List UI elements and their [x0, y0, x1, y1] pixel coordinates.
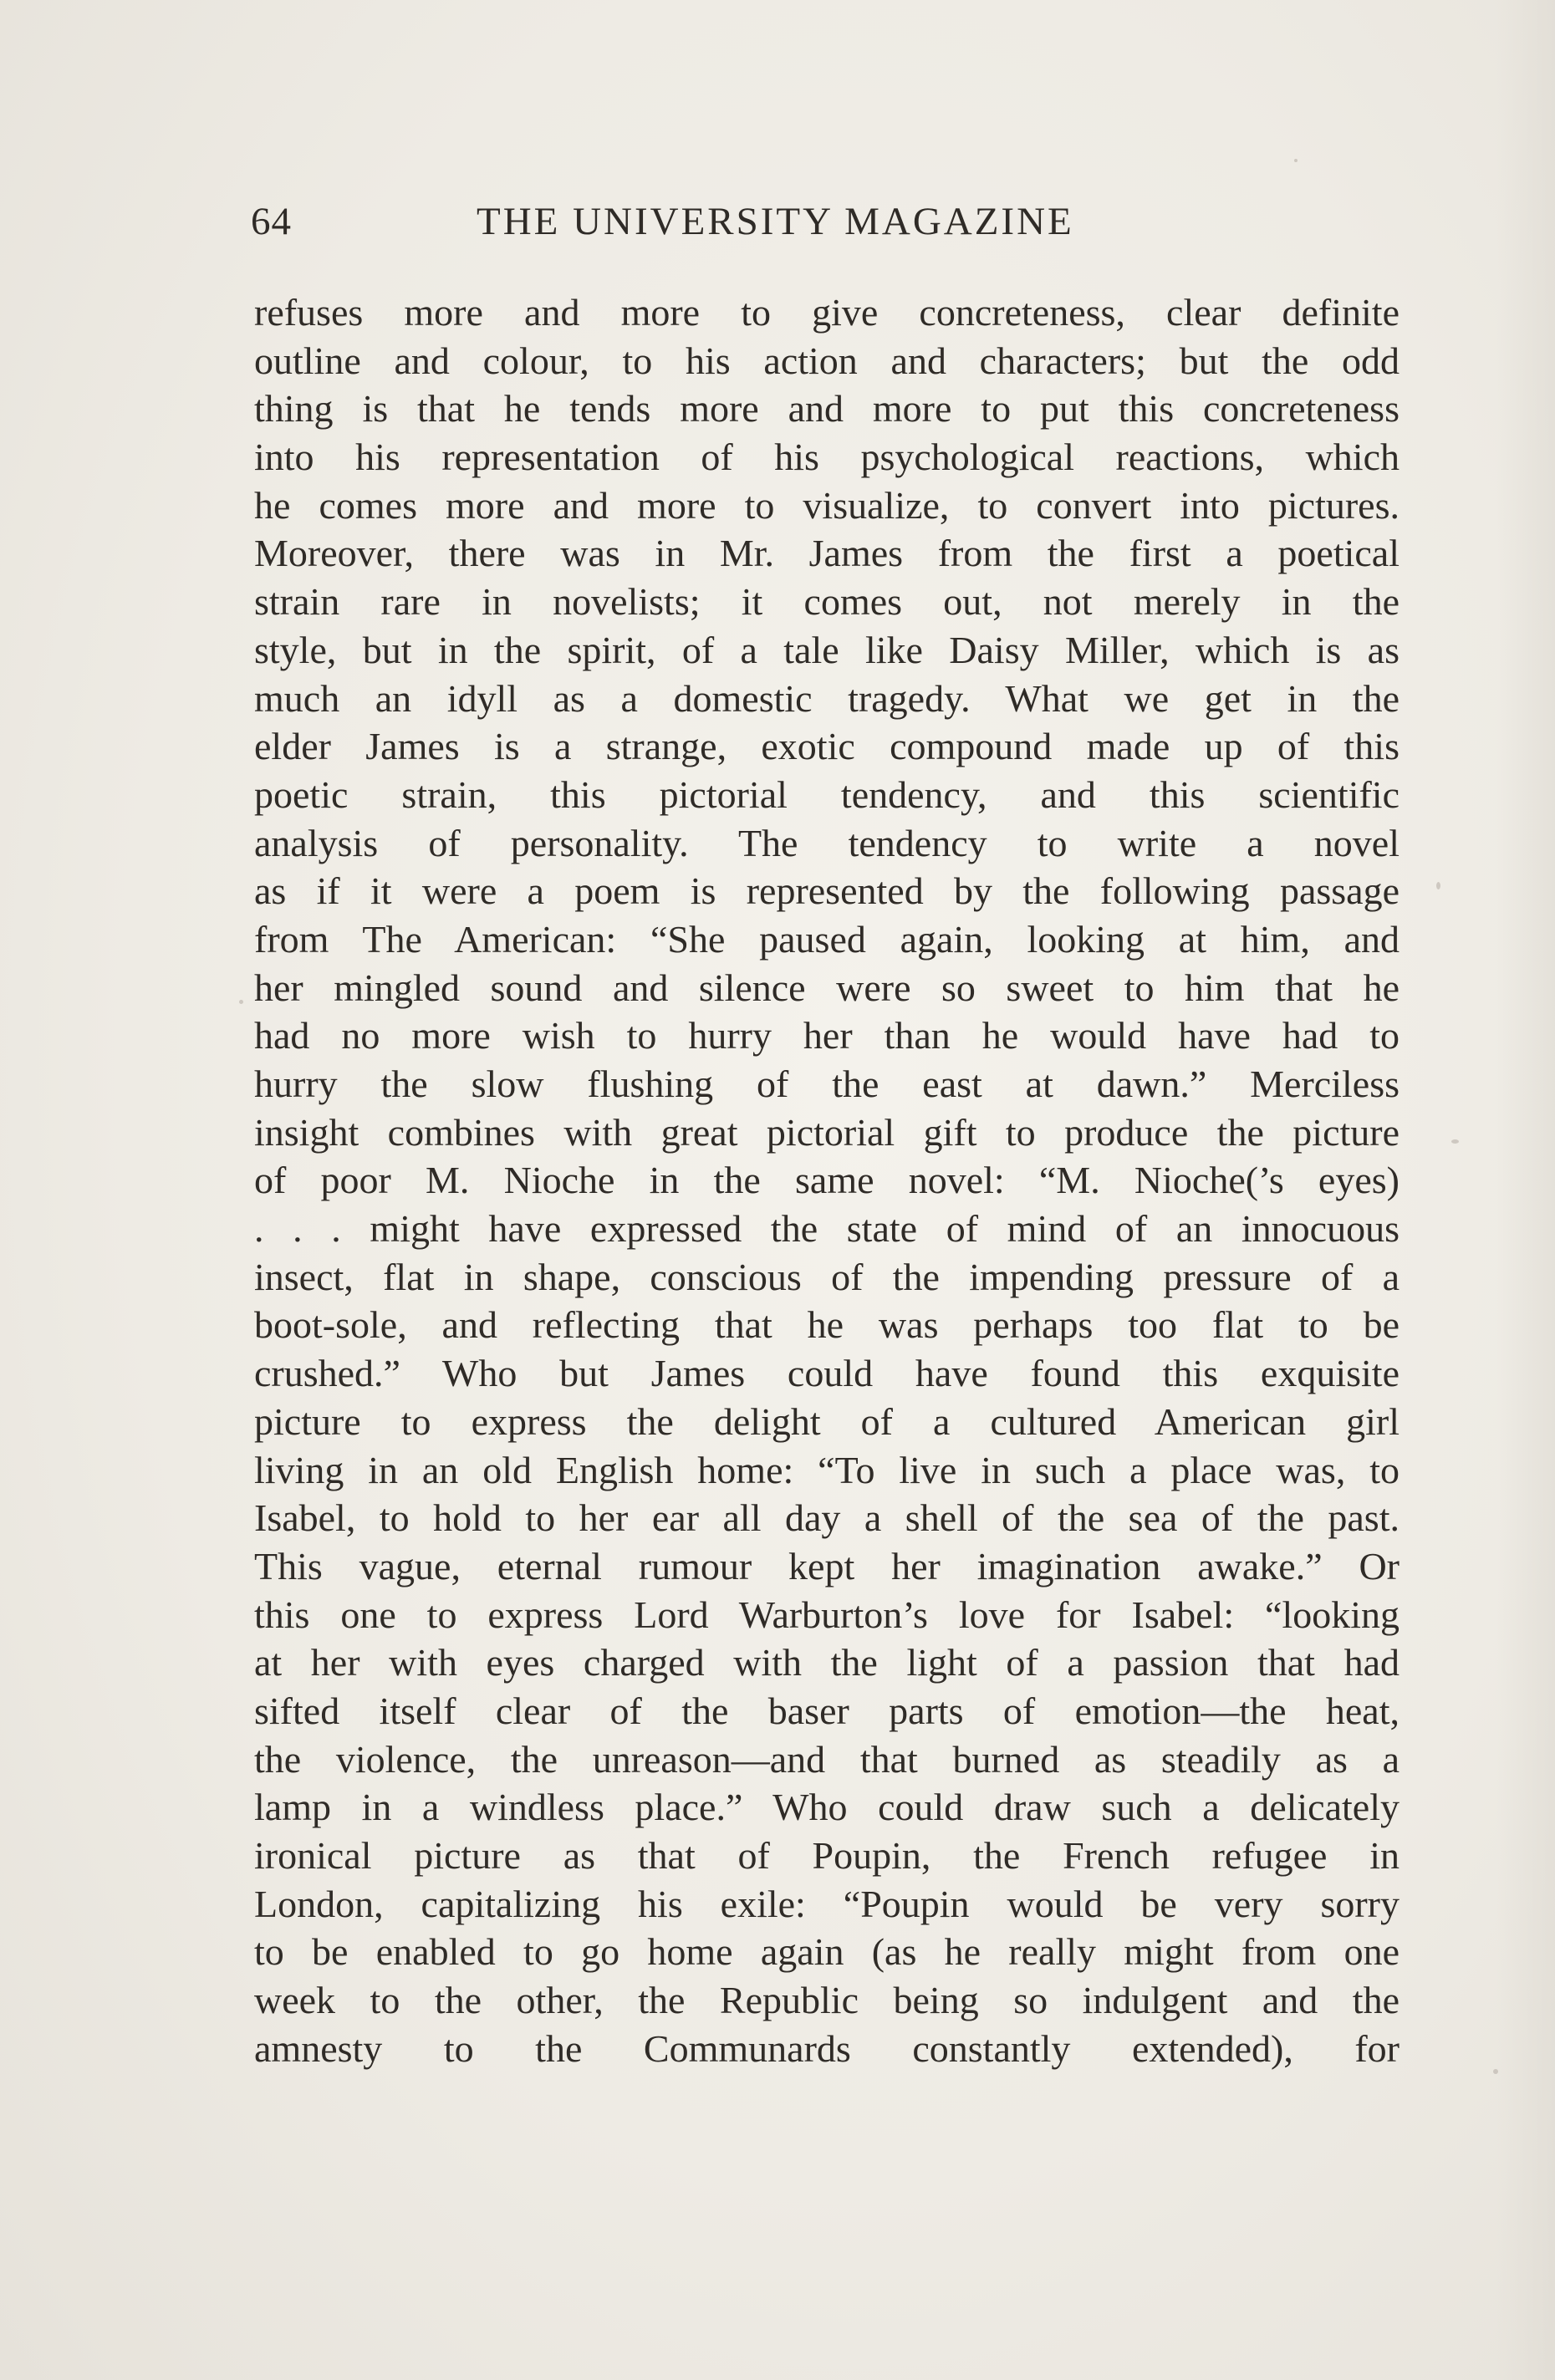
- text-line: had no more wish to hurry her than he would have had to: [254, 1014, 1400, 1057]
- text-line: at her with eyes charged with the light of a passion that had: [254, 1641, 1400, 1684]
- paper-speck: [1294, 159, 1298, 162]
- text-line: style, but in the spirit, of a tale like Daisy Miller, which is as: [254, 628, 1400, 671]
- text-line: outline and colour, to his action and characters; but the odd: [254, 339, 1400, 382]
- text-line: sifted itself clear of the baser parts of emotion—the heat,: [254, 1689, 1400, 1732]
- text-line: poetic strain, this pictorial tendency, and this scientific: [254, 772, 1400, 816]
- page-edge-shadow: [1496, 0, 1555, 2380]
- body-text: [254, 288, 1400, 2072]
- text-line: of poor M. Nioche in the same novel: “M. Nioche(’s eyes): [254, 1159, 1400, 1202]
- text-line: refuses more and more to give concreteness, clear definite: [254, 291, 1400, 334]
- text-line: analysis of personality. The tendency to write a novel: [254, 821, 1400, 864]
- text-line: insect, flat in shape, conscious of the impending pressure of a: [254, 1255, 1400, 1298]
- paper-speck: [239, 1000, 243, 1004]
- text-line: elder James is a strange, exotic compound made up of this: [254, 725, 1400, 768]
- text-line: her mingled sound and silence were so sweet to him that he: [254, 966, 1400, 1009]
- text-line: this one to express Lord Warburton’s love for Isabel: “looking: [254, 1593, 1400, 1636]
- text-line: he comes more and more to visualize, to convert into pictures.: [254, 483, 1400, 527]
- text-line: from The American: “She paused again, looking at him, and: [254, 917, 1400, 961]
- page-number: 64: [251, 200, 292, 243]
- text-line: hurry the slow flushing of the east at dawn.” Merciless: [254, 1063, 1400, 1105]
- text-line: . . . might have expressed the state of mind of an innocuous: [254, 1207, 1400, 1251]
- text-line: insight combines with great pictorial gift to produce the picture: [254, 1110, 1400, 1154]
- text-line: boot-sole, and reflecting that he was perhaps too flat to be: [254, 1303, 1400, 1347]
- text-line: strain rare in novelists; it comes out, not merely in the: [254, 580, 1400, 624]
- running-head: THE UNIVERSITY MAGAZINE: [477, 200, 1074, 243]
- text-line: crushed.” Who but James could have found this exquisite: [254, 1352, 1400, 1395]
- text-line: Isabel, to hold to her ear all day a shell of the sea of the past.: [254, 1496, 1400, 1540]
- page-header: [251, 199, 1162, 257]
- text-line: to be enabled to go home again (as he really might from one: [254, 1930, 1400, 1974]
- paper-speck: [1451, 1139, 1459, 1144]
- text-line: week to the other, the Republic being so indulgent and the: [254, 1979, 1400, 2022]
- text-line: into his representation of his psychological reactions, which: [254, 436, 1400, 479]
- text-line: the violence, the unreason—and that burned as steadily as a: [254, 1737, 1400, 1781]
- text-line: This vague, eternal rumour kept her imagination awake.” Or: [254, 1544, 1400, 1588]
- text-line: much an idyll as a domestic tragedy. What we get in the: [254, 676, 1400, 720]
- text-line: ironical picture as that of Poupin, the French refugee in: [254, 1834, 1400, 1877]
- paper-speck: [1493, 2069, 1498, 2074]
- text-line: living in an old English home: “To live in such a place was, to: [254, 1448, 1400, 1491]
- paper-speck: [1436, 882, 1440, 889]
- text-line: amnesty to the Communards constantly extended), for: [254, 2026, 1400, 2070]
- text-line: London, capitalizing his exile: “Poupin would be very sorry: [254, 1882, 1400, 1925]
- text-line: as if it were a poem is represented by the following passage: [254, 869, 1400, 913]
- text-line: thing is that he tends more and more to put this concreteness: [254, 387, 1400, 431]
- text-line: Moreover, there was in Mr. James from the first a poetical: [254, 532, 1400, 575]
- text-line: lamp in a windless place.” Who could draw such a delicately: [254, 1786, 1400, 1829]
- text-line: picture to express the delight of a cultured American girl: [254, 1399, 1400, 1443]
